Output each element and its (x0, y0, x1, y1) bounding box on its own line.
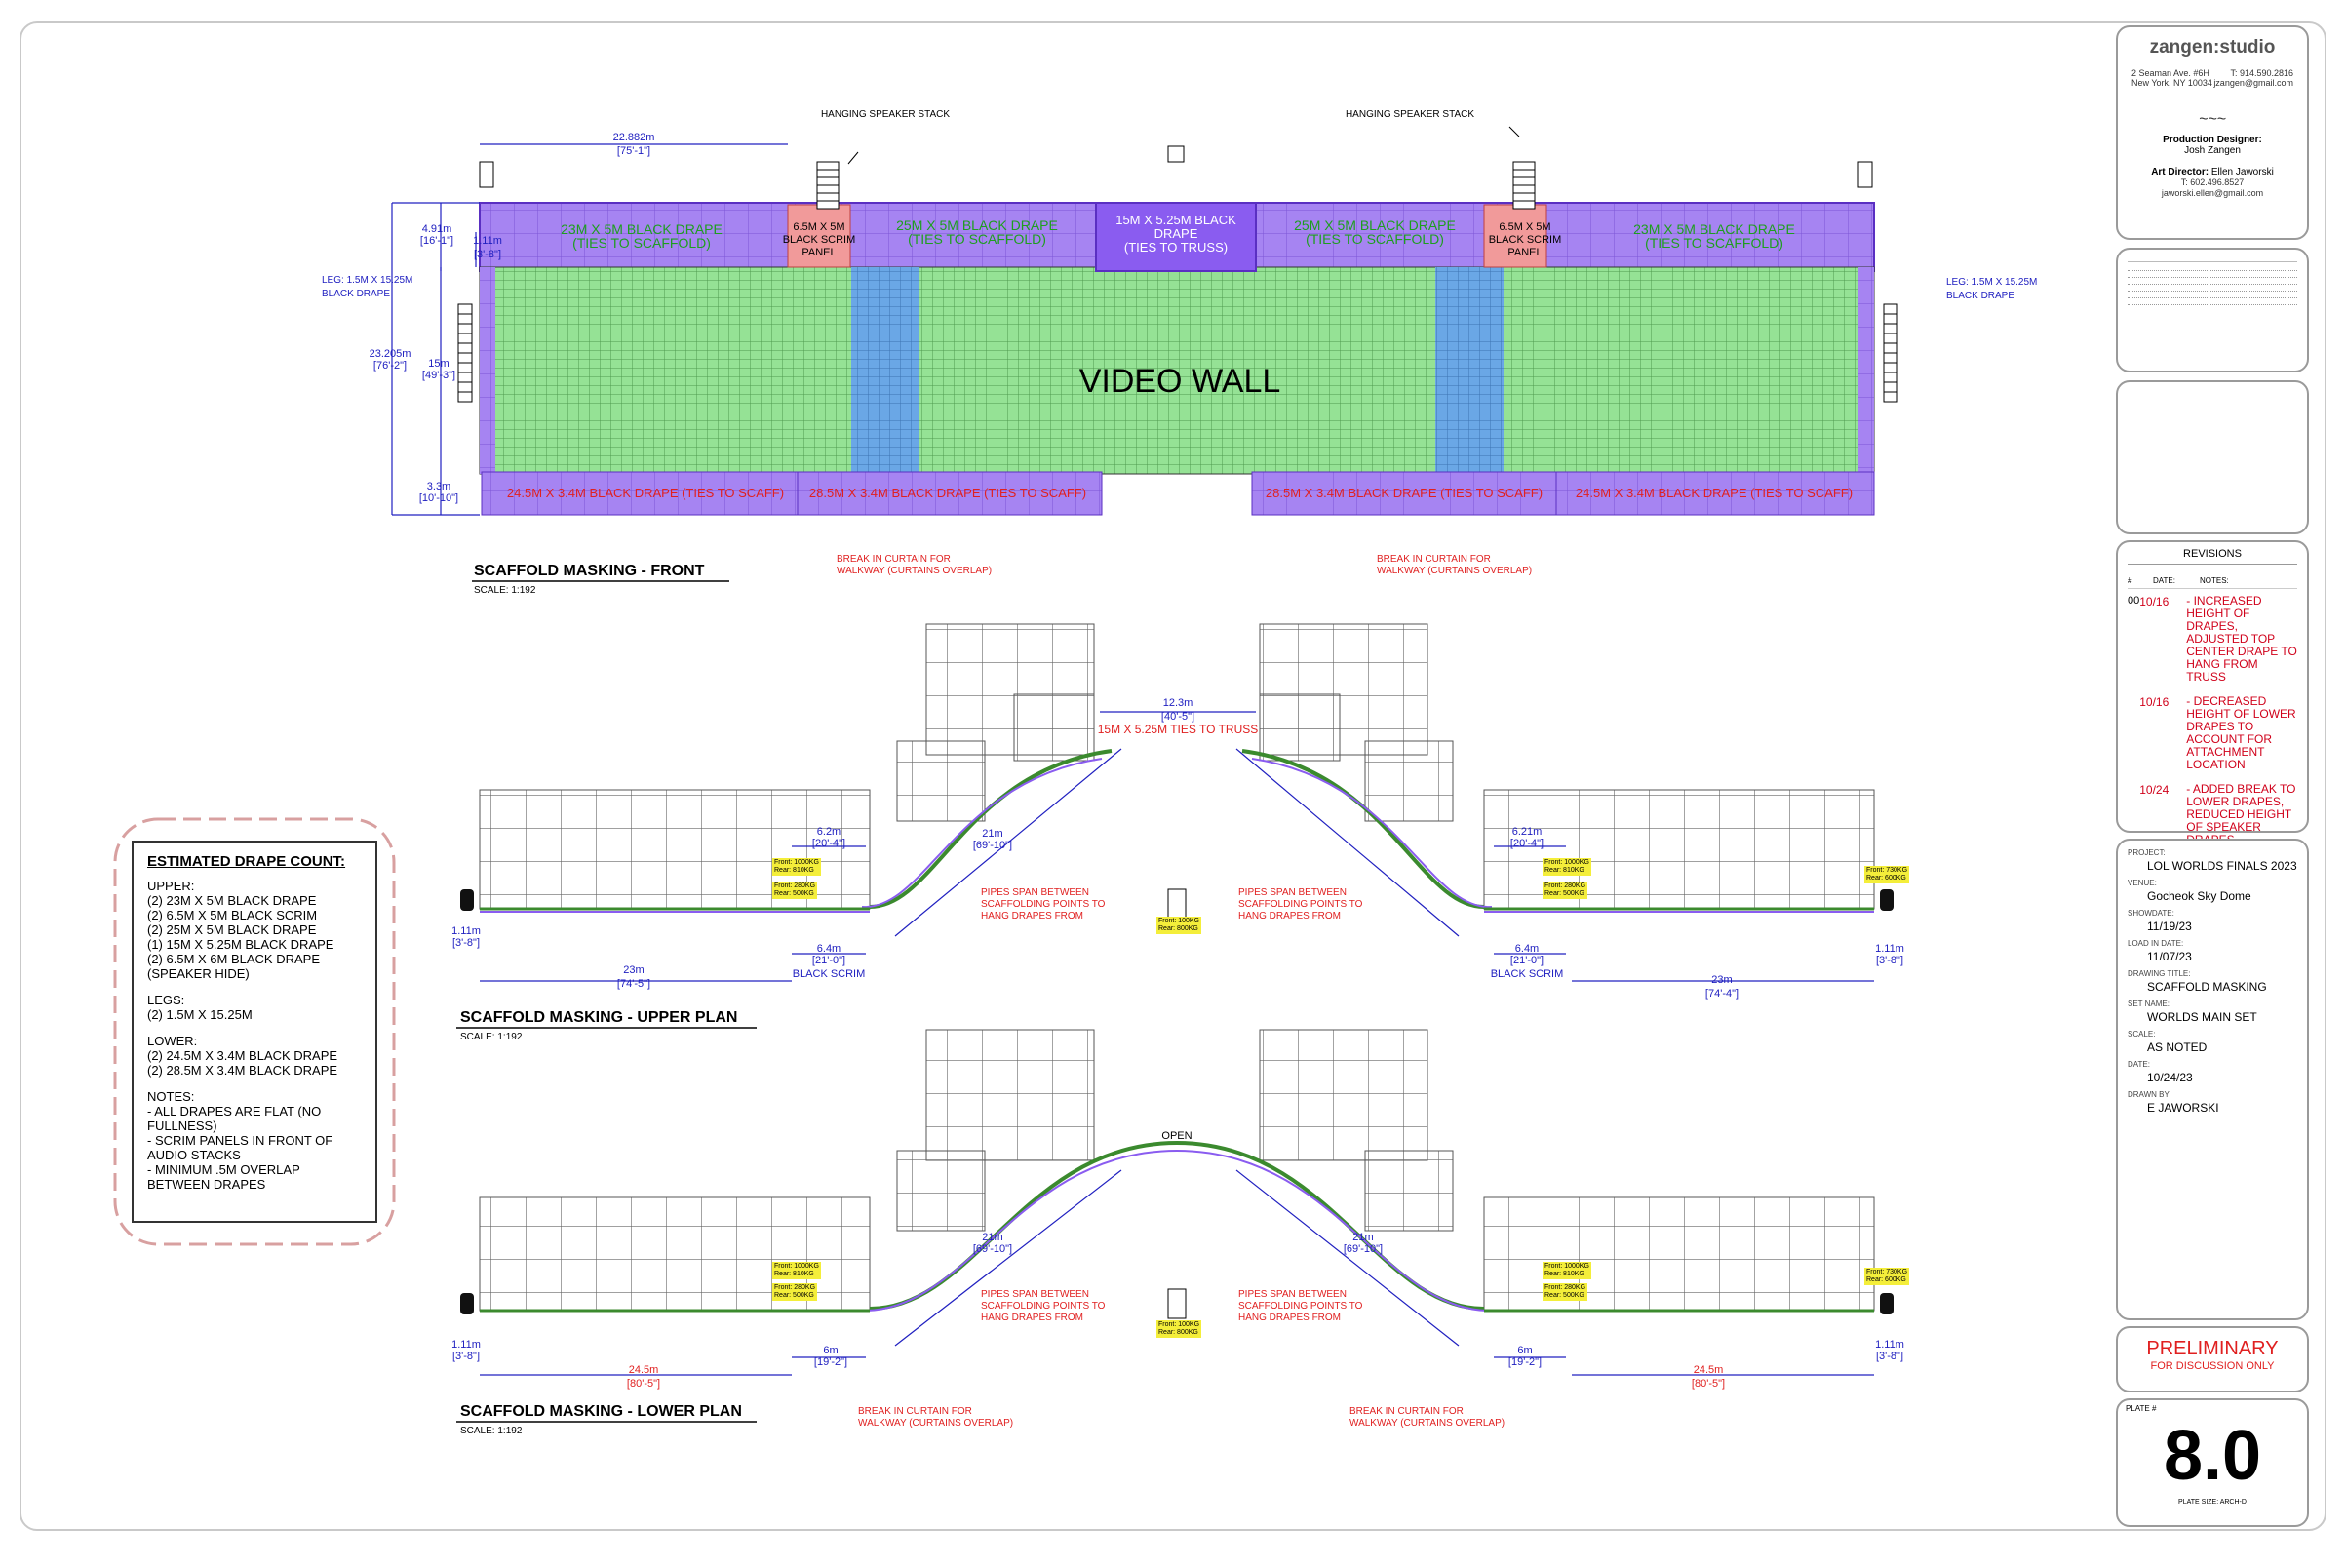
project-label: PROJECT: (2128, 848, 2166, 857)
titleblock-notes-panel (2116, 248, 2309, 372)
dim-21-lower-left: 21m (982, 1232, 1003, 1243)
break-lower-left-l1: BREAK IN CURTAIN FOR (858, 1406, 972, 1417)
dim-123-ft: [40'-5"] (1160, 711, 1195, 723)
break-lower-right-l1: BREAK IN CURTAIN FOR (1349, 1406, 1464, 1417)
center-speaker (1168, 146, 1184, 162)
titleblock-logo-panel (2116, 25, 2309, 240)
drape-count-box (132, 841, 377, 1223)
dim-6-right: 6m (1517, 1345, 1533, 1356)
preliminary-stamp: PRELIMINARY (2146, 1338, 2279, 1359)
front-elevation (392, 127, 1897, 515)
dim-111-lower-right: 1.11m (1875, 1339, 1904, 1351)
drawnby-label: DRAWN BY: (2128, 1090, 2171, 1099)
revisions-title: REVISIONS (2128, 548, 2297, 565)
open-label: OPEN (1161, 1130, 1193, 1142)
dim-top: 22.882m (612, 132, 655, 143)
date-label: DATE: (2128, 1060, 2150, 1069)
center-drape-l2: DRAPE (1153, 226, 1198, 241)
dim-62: 6.2m (816, 826, 841, 838)
dim-15: 15m (428, 358, 450, 370)
dim-6-left: 6m (823, 1345, 839, 1356)
preliminary-panel (2116, 1326, 2309, 1392)
dim-23-right: 23m (1711, 974, 1733, 986)
revision-row: 10/24 - ADDED BREAK TO LOWER DRAPES, REDUCED HEIGHT OF SPEAKER (2139, 782, 2296, 834)
plate-number: 8.0 (2163, 1417, 2262, 1495)
plate-label: PLATE # (2126, 1404, 2157, 1413)
ad-phone: T: 602.496.8527 (2180, 177, 2245, 187)
dim-64-right: 6.4m (1514, 943, 1540, 955)
load-tag: Front: 100KG Rear: 800KG (1158, 918, 1200, 932)
rev-num: 00 (2128, 595, 2140, 607)
break-right-l2: WALKWAY (CURTAINS OVERLAP) (1377, 566, 1533, 576)
dim-21-lower-right: 21m (1352, 1232, 1374, 1243)
dim-21-left: 21m (982, 828, 1003, 840)
load-tag: Front: 280KG Rear: 500KG (1544, 882, 1586, 897)
center-drape-l1: 15M X 5.25M BLACK (1115, 213, 1236, 227)
scale-value: AS NOTED (2147, 1040, 2208, 1054)
dim-6-right-ft: [19'-2"] (1507, 1356, 1543, 1368)
load-tag: Front: 730KG Rear: 600KG (1866, 867, 1908, 882)
upper-drape-2-l2: (TIES TO SCAFFOLD) (908, 231, 1046, 247)
dim-111-lower-left: 1.11m (451, 1339, 481, 1351)
pipes-lower-left-l1: PIPES SPAN BETWEEN (981, 1289, 1089, 1300)
dim-111-ft: [3'-8"] (473, 249, 502, 260)
lower-drape-2-label: 28.5M X 3.4M BLACK DRAPE (TIES TO SCAFF) (808, 486, 1087, 500)
center-drape-l3: (TIES TO TRUSS) (1123, 240, 1229, 255)
speaker-label-left: HANGING SPEAKER STACK (820, 109, 951, 120)
dim-111-upper-left-ft: [3'-8"] (451, 937, 481, 949)
scrim-right-l2: BLACK SCRIM (1488, 234, 1562, 246)
scale-label: SCALE: (2128, 1030, 2156, 1039)
dim-64-left: 6.4m (816, 943, 841, 955)
dim-621-ft: [20'-4"] (1509, 838, 1544, 849)
dim-111-upper-right-ft: [3'-8"] (1875, 955, 1904, 966)
dim-111-lower-right-ft: [3'-8"] (1875, 1351, 1904, 1362)
dim-15-ft: [49'-3"] (421, 370, 456, 381)
studio-phone: T: 914.590.2816 (2230, 68, 2293, 78)
load-tag: Front: 280KG Rear: 500KG (1544, 1284, 1586, 1299)
dim-33: 3.3m (426, 481, 451, 492)
rev-col-num: # (2128, 576, 2132, 585)
truss-label: 15M X 5.25M TIES TO TRUSS (1097, 723, 1259, 736)
ad-email: jaworski.ellen@gmail.com (2161, 188, 2264, 198)
pipes-right-l2: SCAFFOLDING POINTS TO (1238, 899, 1363, 910)
load-tag: Front: 100KG Rear: 800KG (1158, 1321, 1200, 1336)
lower-center-rack (1168, 1289, 1186, 1318)
venue-value: Gocheok Sky Dome (2147, 889, 2251, 903)
dim-111: 1.11m (473, 235, 502, 247)
leg-left-label-2: BLACK DRAPE (322, 289, 391, 299)
upper-drape-4-l2: (TIES TO SCAFFOLD) (1645, 235, 1783, 251)
revision-row: 10/16 - DECREASED HEIGHT OF LOWER DRAPES TO ACCOUNT FOR ATTACHMENT LOCATION (2139, 694, 2296, 771)
dim-top-ft: [75'-1"] (616, 145, 651, 157)
dim-111-lower-left-ft: [3'-8"] (451, 1351, 481, 1362)
pipes-left-l2: SCAFFOLDING POINTS TO (981, 899, 1106, 910)
dim-621: 6.21m (1511, 826, 1543, 838)
scrim-left-l3: PANEL (802, 247, 837, 258)
pipes-left-l3: HANG DRAPES FROM (981, 911, 1084, 921)
ad-label: Art Director: (2151, 167, 2209, 177)
front-title: SCAFFOLD MASKING - FRONT (474, 563, 705, 579)
count-heading: ESTIMATED DRAPE COUNT: (147, 853, 346, 870)
pipes-lower-left-l2: SCAFFOLDING POINTS TO (981, 1301, 1106, 1312)
dim-23-left: 23m (623, 964, 645, 976)
dim-23205-ft: [76'-2"] (372, 360, 408, 372)
dim-123: 12.3m (1162, 697, 1193, 709)
scrim-left-l1: 6.5M X 5M (793, 221, 845, 233)
break-left-l2: WALKWAY (CURTAINS OVERLAP) (837, 566, 993, 576)
video-wall-right-strip (1858, 267, 1874, 474)
upper-drape-1-l1: 23M X 5M BLACK DRAPE (561, 221, 723, 237)
upper-scale: SCALE: 1:192 (460, 1032, 523, 1042)
upper-drape-3-l2: (TIES TO SCAFFOLD) (1306, 231, 1444, 247)
dim-111-upper-left: 1.11m (451, 925, 481, 937)
speaker-stack-right (1513, 162, 1535, 209)
dim-491-ft: [16'-1"] (419, 235, 454, 247)
pd-name: Josh Zangen (2184, 145, 2241, 156)
dim-23205: 23.205m (369, 348, 411, 360)
black-scrim-right: BLACK SCRIM (1490, 968, 1564, 980)
loadin-label: LOAD IN DATE: (2128, 939, 2184, 948)
count-upper: UPPER: (2) 23M X 5M BLACK DRAPE (2) 6.5M X 5M BLACK SCRIM (2) 25M X 5M BLACK DRAPE (1) 15M X 5.25M BLACK DRAPE (2) 6.5M X 6M BLACK DRAPE (SPEAKER HIDE) (147, 879, 334, 981)
plate-panel (2116, 1398, 2309, 1527)
blue-panel-left (851, 267, 919, 474)
dim-21-lower-left-ft: [69'-10"] (972, 1243, 1013, 1255)
titleblock-blank-panel (2116, 380, 2309, 534)
scrim-left-l2: BLACK SCRIM (782, 234, 856, 246)
drawing-title-value: SCAFFOLD MASKING (2147, 980, 2267, 994)
rev-col-notes: NOTES: (2200, 576, 2229, 585)
project-info-panel (2116, 839, 2309, 1320)
upper-drape-3-l1: 25M X 5M BLACK DRAPE (1294, 217, 1456, 233)
date-value: 10/24/23 (2147, 1071, 2193, 1084)
load-tag: Front: 1000KG Rear: 810KG (774, 859, 819, 874)
video-wall-label: VIDEO WALL (1078, 363, 1281, 400)
dim-245-left: 24.5m (628, 1364, 659, 1376)
dim-23-left-ft: [74'-5"] (616, 978, 651, 990)
dim-33-ft: [10'-10"] (418, 492, 459, 504)
studio-logo: zangen:studio (2149, 37, 2276, 58)
upper-drape-1-l2: (TIES TO SCAFFOLD) (572, 235, 711, 251)
dim-21-left-ft: [69'-10"] (972, 840, 1013, 851)
dim-62-ft: [20'-4"] (811, 838, 846, 849)
pipes-lower-right-l3: HANG DRAPES FROM (1238, 1313, 1342, 1323)
plate-size: PLATE SIZE: ARCH-D (2178, 1499, 2247, 1506)
dim-21-lower-right-ft: [69'-10"] (1343, 1243, 1384, 1255)
signature: ~~~ (2198, 111, 2227, 128)
leg-right-label-2: BLACK DRAPE (1946, 291, 2015, 301)
break-left-l1: BREAK IN CURTAIN FOR (837, 554, 951, 565)
dim-245-right: 24.5m (1693, 1364, 1724, 1376)
revisions-panel (2116, 540, 2309, 833)
load-tag: Front: 280KG Rear: 500KG (774, 882, 816, 897)
scrim-right-l3: PANEL (1507, 247, 1543, 258)
showdate-label: SHOWDATE: (2128, 909, 2174, 918)
setname-value: WORLDS MAIN SET (2147, 1010, 2257, 1024)
pipes-left-l1: PIPES SPAN BETWEEN (981, 887, 1089, 898)
lower-drape-4-label: 24.5M X 3.4M BLACK DRAPE (TIES TO SCAFF) (1575, 486, 1854, 500)
upper-center-rack (1168, 889, 1186, 919)
upper-drape-2-l1: 25M X 5M BLACK DRAPE (896, 217, 1058, 233)
lower-drape-3-label: 28.5M X 3.4M BLACK DRAPE (TIES TO SCAFF) (1265, 486, 1544, 500)
black-scrim-left: BLACK SCRIM (792, 968, 866, 980)
break-right-l1: BREAK IN CURTAIN FOR (1377, 554, 1491, 565)
blue-panel-right (1435, 267, 1504, 474)
load-tag: Front: 730KG Rear: 600KG (1866, 1269, 1908, 1283)
pipes-lower-left-l3: HANG DRAPES FROM (981, 1313, 1084, 1323)
project-value: LOL WORLDS FINALS 2023 (2147, 859, 2297, 873)
pipes-right-l3: HANG DRAPES FROM (1238, 911, 1342, 921)
address-line-1: 2 Seaman Ave. #6H (2131, 68, 2209, 78)
leg-left-label: LEG: 1.5M X 15.25M (322, 275, 413, 286)
speaker-label-right: HANGING SPEAKER STACK (1345, 109, 1475, 120)
count-notes: NOTES: - ALL DRAPES ARE FLAT (NO FULLNESS) - SCRIM PANELS IN FRONT OF AUDIO STACKS - MINIMUM .5M OVERLAP BETWEEN DRAPES (147, 1089, 333, 1192)
drawing-title-label: DRAWING TITLE: (2128, 969, 2191, 978)
video-wall-left-strip (480, 267, 495, 474)
load-tag: Front: 1000KG Rear: 810KG (1544, 1263, 1589, 1277)
leg-right-label: LEG: 1.5M X 15.25M (1946, 277, 2038, 288)
dim-6-left-ft: [19'-2"] (813, 1356, 848, 1368)
upper-drape-4-l1: 23M X 5M BLACK DRAPE (1633, 221, 1795, 237)
dim-64-left-ft: [21'-0"] (811, 955, 846, 966)
front-scale: SCALE: 1:192 (474, 585, 536, 596)
revision-row: 10/16 - INCREASED HEIGHT OF DRAPES, ADJUSTED TOP CENTER DRAPE TO HANG FROM TRUSS (2139, 594, 2297, 684)
count-legs: LEGS: (2) 1.5M X 15.25M (147, 993, 253, 1022)
loadin-value: 11/07/23 (2147, 950, 2192, 963)
load-tag: Front: 1000KG Rear: 810KG (1544, 859, 1589, 874)
load-tag: Front: 280KG Rear: 500KG (774, 1284, 816, 1299)
dim-23-right-ft: [74'-4"] (1704, 988, 1740, 1000)
pipes-lower-right-l1: PIPES SPAN BETWEEN (1238, 1289, 1347, 1300)
lower-title: SCAFFOLD MASKING - LOWER PLAN (460, 1403, 742, 1420)
dim-245-right-ft: [80'-5"] (1691, 1378, 1726, 1390)
dim-245-left-ft: [80'-5"] (626, 1378, 661, 1390)
drawnby-value: E JAWORSKI (2147, 1101, 2219, 1115)
setname-label: SET NAME: (2128, 1000, 2170, 1008)
pipes-right-l1: PIPES SPAN BETWEEN (1238, 887, 1347, 898)
venue-label: VENUE: (2128, 879, 2157, 887)
preliminary-sub: FOR DISCUSSION ONLY (2150, 1360, 2275, 1372)
dim-491: 4.91m (421, 223, 452, 235)
lower-drape-1-label: 24.5M X 3.4M BLACK DRAPE (TIES TO SCAFF) (506, 486, 785, 500)
studio-email: jzangen@gmail.com (2213, 78, 2293, 88)
scrim-right-l1: 6.5M X 5M (1499, 221, 1551, 233)
pipes-lower-right-l2: SCAFFOLDING POINTS TO (1238, 1301, 1363, 1312)
upper-title: SCAFFOLD MASKING - UPPER PLAN (460, 1009, 738, 1026)
speaker-stack-left (817, 162, 839, 209)
showdate-value: 11/19/23 (2147, 920, 2192, 933)
dim-64-right-ft: [21'-0"] (1509, 955, 1544, 966)
count-lower: LOWER: (2) 24.5M X 3.4M BLACK DRAPE (2) 28.5M X 3.4M BLACK DRAPE (147, 1034, 338, 1078)
rev-col-date: DATE: (2153, 576, 2175, 585)
load-tag: Front: 1000KG Rear: 810KG (774, 1263, 819, 1277)
dim-111-upper-right: 1.11m (1875, 943, 1904, 955)
address-line-2: New York, NY 10034 (2131, 78, 2212, 88)
break-lower-left-l2: WALKWAY (CURTAINS OVERLAP) (858, 1418, 1014, 1429)
break-lower-right-l2: WALKWAY (CURTAINS OVERLAP) (1349, 1418, 1505, 1429)
ad-name: Ellen Jaworski (2210, 167, 2274, 177)
lower-scale: SCALE: 1:192 (460, 1426, 523, 1436)
pd-label: Production Designer: (2163, 135, 2262, 145)
